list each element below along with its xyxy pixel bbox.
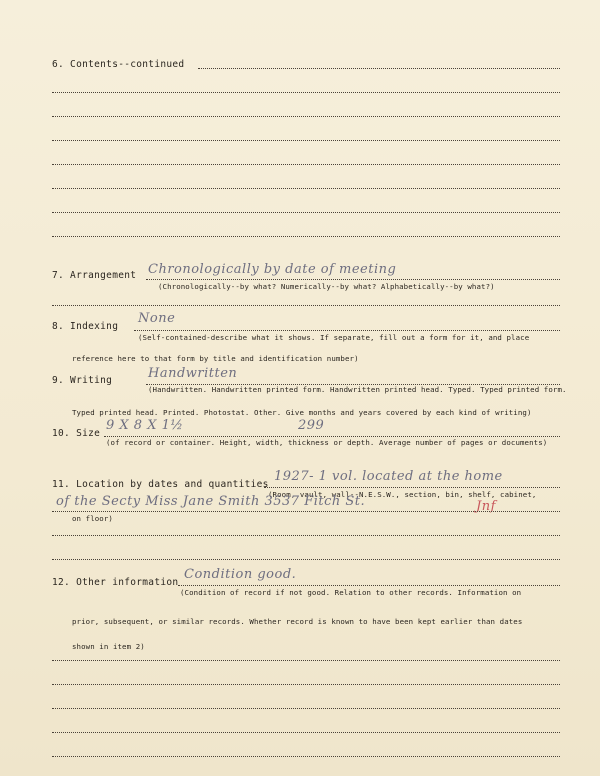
other-info-line xyxy=(52,756,560,757)
size-label: 10. Size xyxy=(52,428,101,439)
location-line xyxy=(52,511,560,512)
writing-hint-2: Typed printed head. Printed. Photostat. Other. Give months and years covered by each kind of writing) xyxy=(72,408,532,417)
contents-line xyxy=(52,164,560,165)
contents-line xyxy=(52,116,560,117)
arrangement-line xyxy=(52,305,560,306)
other-info-line xyxy=(178,585,560,586)
contents-line xyxy=(52,236,560,237)
writing-hint-1: (Handwritten. Handwritten printed form. Handwritten printed head. Typed. Typed printed form. xyxy=(148,385,567,394)
arrangement-line xyxy=(146,279,560,280)
other-info-hint-2: prior, subsequent, or similar records. Whether record is known to have been kept earlier than dates xyxy=(72,617,523,626)
contents-line xyxy=(52,92,560,93)
size-line xyxy=(104,436,560,437)
indexing-hint-2: reference here to that form by title and identification number) xyxy=(72,354,359,363)
arrangement-hint: (Chronologically--by what? Numerically--by what? Alphabetically--by what?) xyxy=(158,282,495,291)
indexing-hint-1: (Self-contained-describe what it shows. If separate, fill out a form for it, and place xyxy=(138,333,530,342)
indexing-label: 8. Indexing xyxy=(52,321,119,332)
location-hint-1: (Room, vault, wall--N.E.S.W., section, bin, shelf, cabinet, xyxy=(268,490,537,499)
location-hint-2: on floor) xyxy=(72,514,113,523)
indexing-line xyxy=(134,330,560,331)
other-info-hint-1: (Condition of record if not good. Relation to other records. Information on xyxy=(180,588,522,597)
location-value-2-red: Jnf xyxy=(476,499,496,514)
arrangement-value: Chronologically by date of meeting xyxy=(148,262,397,277)
contents-line xyxy=(52,140,560,141)
other-info-value: Condition good. xyxy=(184,567,297,582)
location-line xyxy=(52,559,560,560)
writing-label: 9. Writing xyxy=(52,375,113,386)
indexing-value: None xyxy=(138,311,176,326)
contents-line xyxy=(198,68,560,69)
other-info-line xyxy=(52,660,560,661)
contents-line xyxy=(52,212,560,213)
location-value-2: of the Secty Miss Jane Smith 3537 Fitch St. xyxy=(56,494,366,509)
contents-continued-label: 6. Contents--continued xyxy=(52,59,185,70)
other-info-line xyxy=(52,684,560,685)
writing-value: Handwritten xyxy=(148,366,238,381)
location-label: 11. Location by dates and quantities xyxy=(52,479,269,490)
location-line xyxy=(264,487,560,488)
other-info-line xyxy=(52,708,560,709)
location-line xyxy=(52,535,560,536)
other-info-line xyxy=(52,732,560,733)
size-hint: (of record or container. Height, width, thickness or depth. Average number of pages or documents) xyxy=(106,438,548,447)
other-info-hint-3: shown in item 2) xyxy=(72,642,145,651)
location-value-1: 1927- 1 vol. located at the home xyxy=(274,469,503,484)
size-value-2: 299 xyxy=(298,418,325,433)
size-value: 9 X 8 X 1½ xyxy=(106,418,184,433)
other-info-label: 12. Other information xyxy=(52,577,179,588)
arrangement-label: 7. Arrangement xyxy=(52,270,137,281)
contents-line xyxy=(52,188,560,189)
